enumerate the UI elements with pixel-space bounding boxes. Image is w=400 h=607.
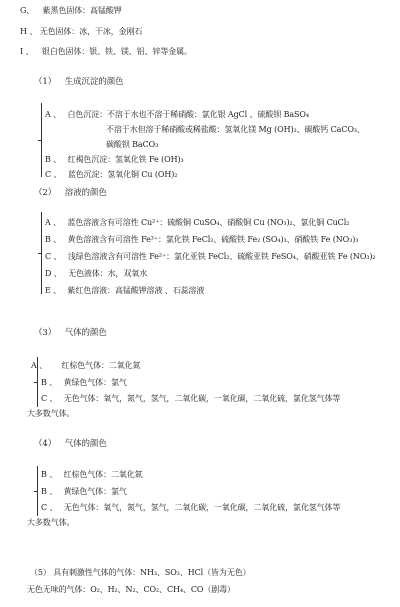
list-item bbox=[27, 518, 74, 528]
list-item bbox=[45, 252, 376, 262]
list-item bbox=[27, 409, 74, 419]
list-item bbox=[45, 269, 147, 279]
heading-number: （1） bbox=[34, 77, 57, 87]
line-text: 无色无味的气体：O₂、H₂、N₂、CO₂、CH₄、CO（剧毒） bbox=[27, 585, 235, 594]
item-text: 紫黑色固体：高锰酸钾 bbox=[42, 6, 122, 15]
list-item bbox=[41, 470, 143, 480]
list-item bbox=[45, 170, 177, 180]
list-item bbox=[106, 125, 365, 135]
heading-text: 气体的颜色 bbox=[64, 439, 107, 449]
item-label: B 、 bbox=[41, 470, 58, 479]
item-label: G、 bbox=[20, 6, 35, 15]
heading-text: 气体的颜色 bbox=[64, 328, 107, 338]
item-text: 红褐色沉淀：氢氧化铁 Fe (OH)₃ bbox=[67, 155, 184, 164]
item-text: 不溶于水但溶于稀硝酸或稀盐酸：氢氧化镁 Mg (OH)₂、碳酸钙 CaCO₃、 bbox=[106, 125, 365, 134]
item-label: B 、 bbox=[45, 155, 62, 164]
item-text: 红棕色气体：二氧化氮 bbox=[63, 470, 143, 479]
item-text: 黄绿色气体：氯气 bbox=[63, 487, 127, 496]
item-label: A 、 bbox=[31, 361, 48, 370]
list-item bbox=[45, 155, 184, 165]
item-label: A 、 bbox=[45, 110, 62, 119]
item-text: 无色气体：氧气，氮气，氢气，二氧化碳，一氧化碳，二氧化硫，氯化氢气体等 bbox=[63, 394, 341, 403]
item-text: 紫红色溶液：高锰酸钾溶液 、石蕊溶液 bbox=[67, 286, 205, 295]
item-label: C 、 bbox=[45, 252, 62, 261]
section-4-heading bbox=[34, 439, 107, 449]
item-label: I 、 bbox=[20, 47, 34, 56]
section-1-brace bbox=[41, 103, 42, 177]
section-5-line-1 bbox=[30, 568, 251, 578]
item-label: D 、 bbox=[45, 269, 62, 278]
item-text: 大多数气体。 bbox=[27, 409, 75, 418]
item-text: 蓝色溶液含有可溶性 Cu²⁺：硫酸铜 CuSO₄、硝酸铜 Cu (NO₃)₂、氯化铜 CuCl₂ bbox=[67, 218, 350, 227]
list-item bbox=[41, 394, 340, 404]
item-text: 蓝色沉淀：氢氧化铜 Cu (OH)₂ bbox=[67, 170, 178, 179]
list-item bbox=[45, 110, 309, 120]
list-item bbox=[45, 235, 358, 245]
item-text: 银白色固体：银、铁、镁、铝、锌等金属。 bbox=[41, 47, 192, 56]
list-item bbox=[45, 286, 204, 296]
item-text: 黄色溶液含有可溶性 Fe³⁺：氯化铁 FeCl₃、硫酸铁 Fe₂ (SO₄)₃、硝酸铁 Fe (NO₃)₃ bbox=[67, 235, 359, 244]
list-item bbox=[41, 487, 127, 497]
list-item bbox=[31, 361, 140, 371]
list-item bbox=[106, 140, 158, 150]
item-label: C 、 bbox=[41, 503, 58, 512]
item-label: C 、 bbox=[45, 170, 62, 179]
section-1-heading bbox=[34, 77, 124, 87]
item-text: 白色沉淀：不溶于水也不溶于稀硝酸：氯化银 AgCl 、硫酸钡 BaSO₄ bbox=[67, 110, 309, 119]
list-item bbox=[41, 503, 340, 513]
item-text: 无色气体：氧气，氮气，氢气，二氧化碳，一氧化碳，二氧化硫，氯化氢气体等 bbox=[63, 503, 341, 512]
line-text: （5） 具有刺激性气体的气体：NH₃、SO₂、HCl（皆为无色） bbox=[30, 568, 251, 577]
heading-text: 生成沉淀的颜色 bbox=[64, 77, 124, 87]
list-item-g bbox=[20, 6, 122, 16]
item-label: C 、 bbox=[41, 394, 58, 403]
heading-number: （2） bbox=[34, 188, 57, 198]
heading-text: 溶液的颜色 bbox=[64, 188, 107, 198]
list-item-h bbox=[20, 27, 142, 37]
heading-number: （3） bbox=[34, 328, 57, 338]
list-item bbox=[45, 218, 349, 228]
section-2-brace bbox=[41, 212, 42, 294]
item-label: B 、 bbox=[45, 235, 62, 244]
item-label: H 、 bbox=[20, 27, 38, 36]
item-text: 无色固体：冰，干冰，金刚石 bbox=[39, 27, 143, 36]
section-4-brace bbox=[37, 466, 38, 516]
heading-number: （4） bbox=[34, 439, 57, 449]
section-3-heading bbox=[34, 328, 107, 338]
item-label: B 、 bbox=[41, 378, 58, 387]
item-text: 无色液体：水，双氧水 bbox=[68, 269, 148, 278]
item-text: 红棕色气体：二氧化氮 bbox=[61, 361, 141, 370]
list-item bbox=[41, 378, 127, 388]
item-text: 黄绿色气体：氯气 bbox=[63, 378, 127, 387]
item-label: E 、 bbox=[45, 286, 62, 295]
list-item-i bbox=[20, 47, 192, 57]
item-text: 大多数气体。 bbox=[27, 518, 75, 527]
section-5-line-2 bbox=[27, 585, 235, 595]
section-2-heading bbox=[34, 188, 107, 198]
item-label: A 、 bbox=[45, 218, 62, 227]
item-text: 浅绿色溶液含有可溶性 Fe²⁺：氯化亚铁 FeCl₂、硫酸亚铁 FeSO₄、硝酸亚铁 Fe (NO₃)₂ bbox=[67, 252, 376, 261]
item-text: 碳酸钡 BaCO₃ bbox=[106, 140, 159, 149]
item-label: B 、 bbox=[41, 487, 58, 496]
